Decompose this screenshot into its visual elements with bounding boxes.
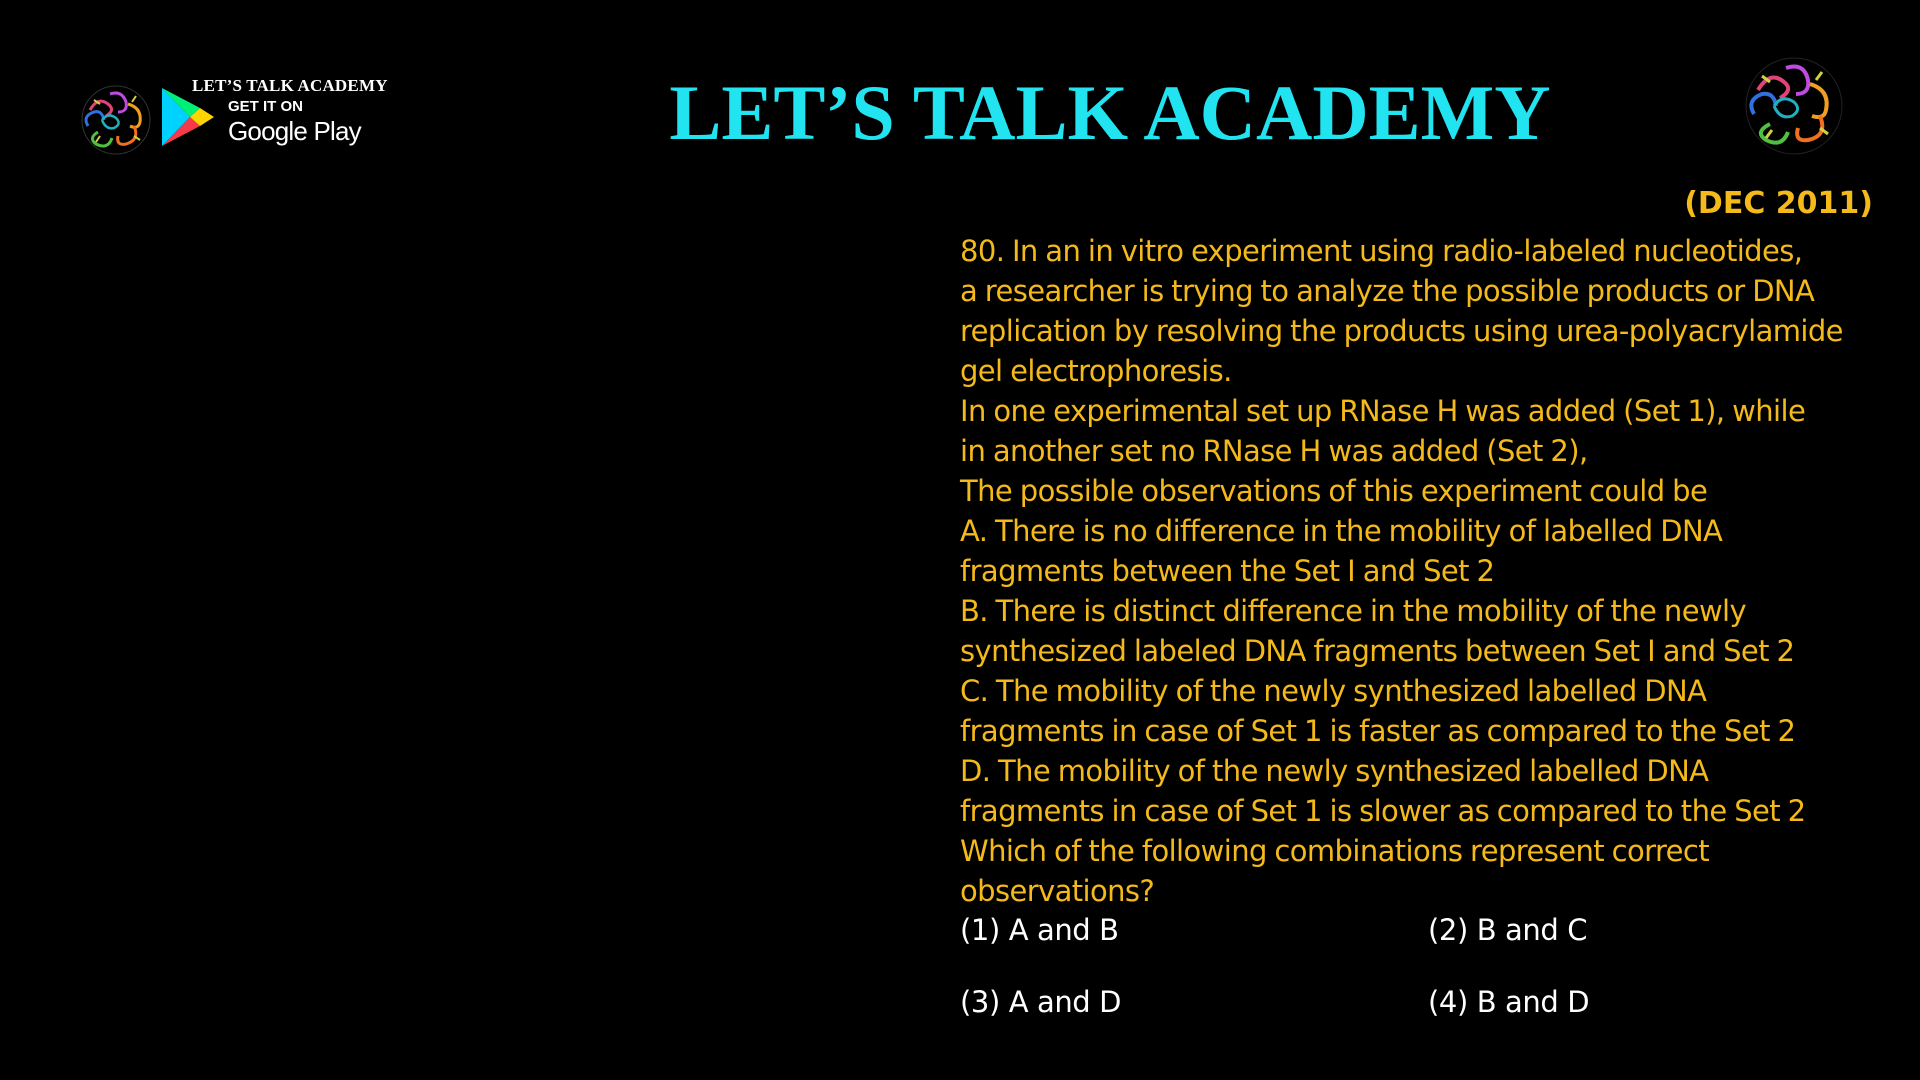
- exam-year-tag: (DEC 2011): [1684, 186, 1873, 221]
- question-line: fragments in case of Set 1 is faster as compared to the Set 2: [960, 714, 1796, 748]
- question-line: The possible observations of this experiment could be: [960, 474, 1708, 508]
- question-line: C. The mobility of the newly synthesized labelled DNA: [960, 674, 1707, 708]
- question-line: B. There is distinct difference in the mobility of the newly: [960, 594, 1747, 628]
- option-3[interactable]: (3) A and D: [960, 985, 1122, 1019]
- question-line: D. The mobility of the newly synthesized labelled DNA: [960, 754, 1709, 788]
- question-line: In one experimental set up RNase H was added (Set 1), while: [960, 394, 1806, 428]
- store-name: Google Play: [228, 116, 361, 146]
- question-line: replication by resolving the products using urea-polyacrylamide: [960, 314, 1843, 348]
- brand-badge[interactable]: [76, 76, 416, 166]
- slide-title: LET’S TALK ACADEMY: [669, 69, 1551, 156]
- question-line: observations?: [960, 874, 1155, 908]
- question-line: fragments in case of Set 1 is slower as compared to the Set 2: [960, 794, 1806, 828]
- get-it-on-label: GET IT ON: [228, 98, 303, 115]
- option-2[interactable]: (2) B and C: [1428, 913, 1588, 947]
- question-line: fragments between the Set I and Set 2: [960, 554, 1495, 588]
- answer-options: [960, 910, 1890, 1030]
- question-line: Which of the following combinations represent correct: [960, 834, 1709, 868]
- protein-structure-logo-icon: [1738, 50, 1850, 162]
- question-line: A. There is no difference in the mobility of labelled DNA: [960, 514, 1723, 548]
- question-line: 80. In an in vitro experiment using radio-labeled nucleotides,: [960, 234, 1803, 268]
- brand-name: LET’S TALK ACADEMY: [192, 76, 388, 95]
- question-line: in another set no RNase H was added (Set 2),: [960, 434, 1588, 468]
- option-4[interactable]: (4) B and D: [1428, 985, 1590, 1019]
- option-1[interactable]: (1) A and B: [960, 913, 1119, 947]
- protein-structure-logo-icon: [76, 80, 156, 160]
- question-text: [960, 231, 1890, 911]
- question-line: gel electrophoresis.: [960, 354, 1232, 388]
- question-line: synthesized labeled DNA fragments between Set I and Set 2: [960, 634, 1795, 668]
- question-line: a researcher is trying to analyze the possible products or DNA: [960, 274, 1815, 308]
